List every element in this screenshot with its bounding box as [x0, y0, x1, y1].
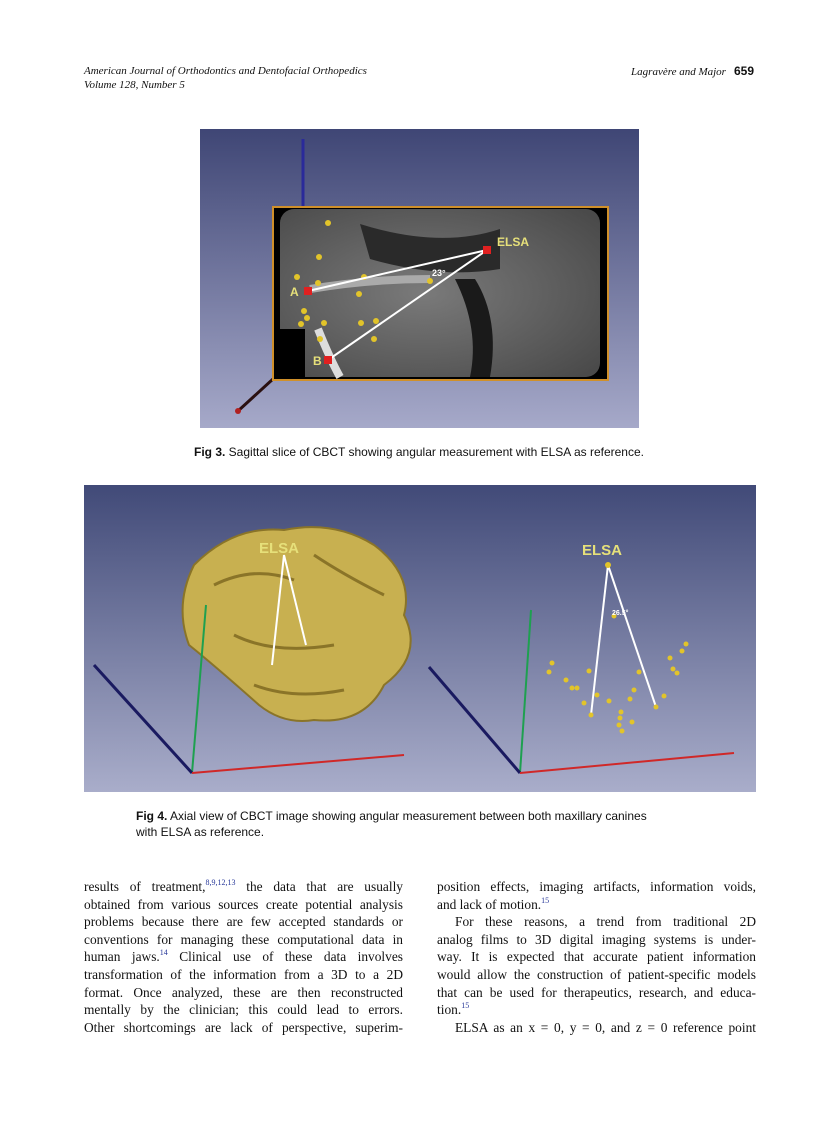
citation-reference[interactable]: 14	[159, 948, 168, 958]
text-line	[84, 896, 403, 914]
text-segment: would allow the construction of patient-specific models	[437, 966, 756, 982]
journal-volume: Volume 128, Number 5	[84, 79, 185, 91]
text-line	[437, 1001, 756, 1019]
figure-4-caption	[136, 808, 647, 840]
text-segment: Other shortcomings are lack of perspective, superim-	[84, 1019, 403, 1035]
running-header-left	[84, 64, 367, 92]
text-segment: way. It is expected that accurate patient information	[437, 949, 756, 965]
body-column-right	[437, 878, 756, 1036]
elsa-marker	[483, 246, 491, 254]
text-segment: transformation of the information from a 3D to a 2D	[84, 966, 403, 982]
text-line	[84, 966, 403, 984]
text-segment: mentally by the clinician; this could lead to errors.	[84, 1002, 403, 1018]
text-segment: that can be used for therapeutics, research, and educa-	[437, 984, 756, 1000]
text-line	[437, 878, 756, 896]
text-segment: position effects, imaging artifacts, information voids,	[437, 879, 756, 894]
text-line	[84, 931, 403, 949]
angle-label: 26.5°	[612, 610, 629, 617]
text-line	[437, 966, 756, 984]
point-a-label: A	[290, 285, 299, 299]
text-line	[437, 1019, 756, 1037]
text-segment: obtained from various sources create potential analysis	[84, 896, 403, 912]
text-line	[437, 931, 756, 949]
caption-text: Sagittal slice of CBCT showing angular measurement with ELSA as reference.	[228, 445, 644, 459]
text-line	[84, 948, 403, 966]
text-line	[437, 984, 756, 1002]
ct-slice	[273, 207, 608, 380]
figure-3-image	[200, 129, 639, 428]
text-line	[84, 1001, 403, 1019]
point-b-marker	[324, 356, 332, 364]
text-segment: the data that are usually	[235, 879, 403, 894]
point-a-marker	[304, 287, 312, 295]
text-segment: For these reasons, a trend from traditional 2D	[455, 914, 756, 930]
running-header-right	[631, 64, 754, 79]
body-column-left	[84, 878, 403, 1036]
text-line	[437, 948, 756, 966]
citation-reference[interactable]: 15	[541, 895, 550, 905]
citation-reference[interactable]: 15	[461, 1001, 470, 1011]
text-line	[84, 913, 403, 931]
text-segment: format. Once analyzed, these are then reconstructed	[84, 984, 403, 1000]
text-segment: results of treatment,	[84, 879, 206, 894]
caption-label: Fig 3.	[193, 445, 226, 459]
elsa-label-left: ELSA	[259, 540, 300, 557]
citation-reference[interactable]: 8,9,12,13	[205, 878, 236, 887]
text-segment: ELSA as an x = 0, y = 0, and z = 0 reference point	[455, 1019, 756, 1035]
caption-line-1: Axial view of CBCT image showing angular measurement between both maxillary canines	[170, 809, 647, 823]
authors: Lagravère and Major	[631, 66, 726, 78]
text-segment: analog films to 3D digital imaging systems is under-	[437, 931, 756, 947]
elsa-label-right: ELSA	[582, 542, 623, 559]
angle-label: 23°	[432, 268, 446, 278]
text-line	[84, 878, 403, 896]
text-line	[437, 896, 756, 914]
text-line	[437, 913, 756, 931]
caption-label: Fig 4.	[136, 809, 168, 823]
text-segment: problems because there are few accepted standards or	[84, 914, 403, 930]
figure-3-caption	[0, 444, 838, 460]
text-line	[84, 984, 403, 1002]
text-segment: human jaws.	[84, 949, 160, 965]
caption-line-2: with ELSA as reference.	[136, 825, 265, 839]
journal-name: American Journal of Orthodontics and Dentofacial Orthopedics	[84, 65, 367, 77]
text-segment: conventions for managing these computational data in	[84, 931, 403, 947]
text-line	[84, 1019, 403, 1037]
text-segment: tion.	[437, 1002, 462, 1018]
text-segment: Clinical use of these data involves	[167, 949, 403, 965]
text-segment: and lack of motion.	[437, 896, 542, 912]
elsa-label: ELSA	[497, 235, 530, 249]
point-b-label: B	[313, 354, 322, 368]
figure-4-image	[84, 485, 756, 792]
page-number: 659	[733, 64, 754, 78]
